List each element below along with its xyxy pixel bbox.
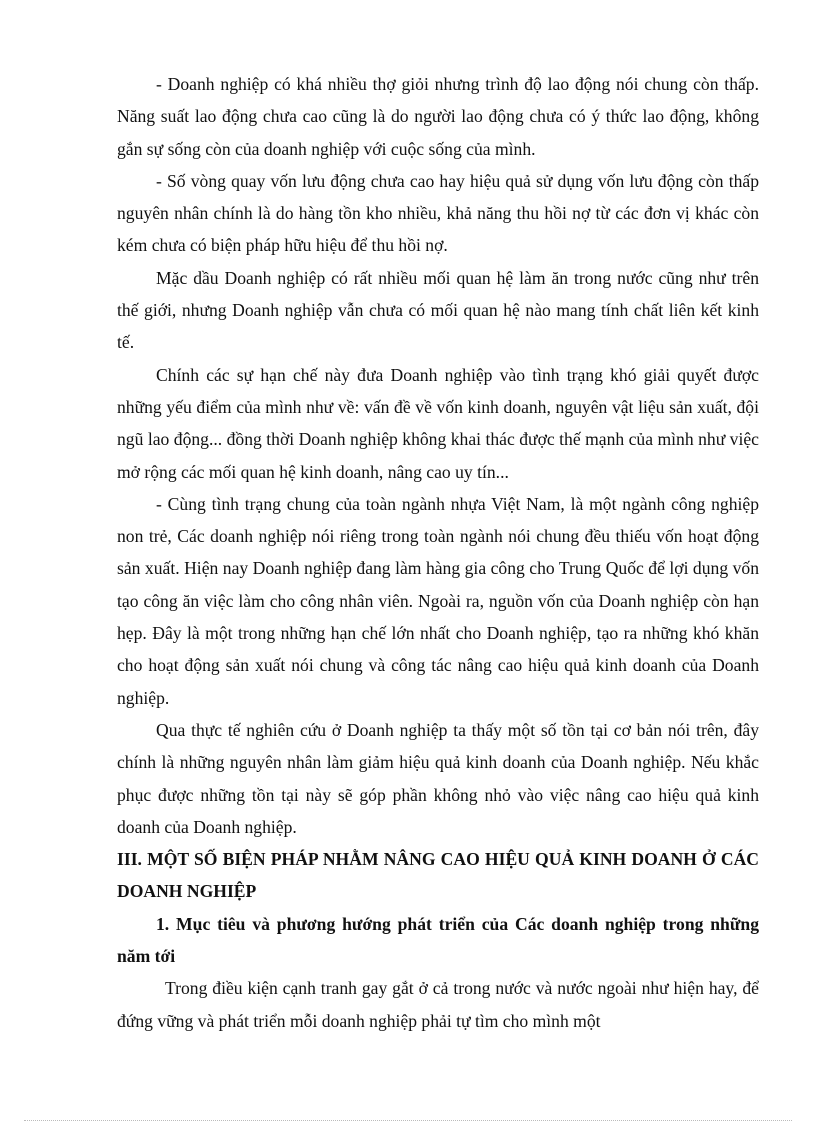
paragraph-business-relations: Mặc dầu Doanh nghiệp có rất nhiều mối quan hệ làm ăn trong nước cũng như trên thế giới, nhưng Doanh nghiệp vẫn chưa có mối quan hệ nào mang tính chất liên kết kinh tế. — [117, 267, 759, 353]
paragraph-competition: Trong điều kiện cạnh tranh gay gắt ở cả trong nước và nước ngoài như hiện hay, để đứng vững và phát triển mỗi doanh nghiệp phải tự tìm cho mình một — [117, 978, 759, 1031]
section-heading: III. MỘT SỐ BIỆN PHÁP NHẰM NÂNG CAO HIỆU QUẢ KINH DOANH Ở CÁC DOANH NGHIỆP — [117, 849, 759, 902]
subsection-heading: 1. Mục tiêu và phương hướng phát triển của Các doanh nghiệp trong những năm tới — [117, 913, 759, 967]
document-page — [117, 68, 759, 1037]
paragraph-plastics-industry: - Cùng tình trạng chung của toàn ngành nhựa Việt Nam, là một ngành công nghiệp non trẻ, Các doanh nghiệp nói riêng trong toàn ngành nói chung đều thiếu vốn hoạt động sản xuất. Hiện nay Doanh nghiệp đang làm hàng gia công cho Trung Quốc để lợi dụng vốn tạo công ăn việc làm cho công nhân viên. Ngoài ra, nguồn vốn của Doanh nghiệp còn hạn hẹp. Đây là một trong những hạn chế lớn nhất cho Doanh nghiệp, tạo ra những khó khăn cho hoạt động sản xuất nói chung và công tác nâng cao hiệu quả kinh doanh của Doanh nghiệp. — [117, 493, 759, 708]
paragraph-limitations: Chính các sự hạn chế này đưa Doanh nghiệp vào tình trạng khó giải quyết được những yếu điểm của mình như về: vấn đề về vốn kinh doanh, nguyên vật liệu sản xuất, đội ngũ lao động... đồng thời Doanh nghiệp không khai thác được thế mạnh của mình như việc mở rộng các mối quan hệ kinh doanh, nâng cao uy tín... — [117, 364, 759, 482]
paragraph-labor-skills: - Doanh nghiệp có khá nhiều thợ giỏi nhưng trình độ lao động nói chung còn thấp. Năng suất lao động chưa cao cũng là do người lao động chưa có ý thức lao động, không gắn sự sống còn của doanh nghiệp với cuộc sống của mình. — [117, 74, 759, 159]
paragraph-conclusion: Qua thực tế nghiên cứu ở Doanh nghiệp ta thấy một số tồn tại cơ bản nói trên, đây chính là những nguyên nhân làm giảm hiệu quả kinh doanh của Doanh nghiệp. Nếu khắc phục được những tồn tại này sẽ góp phần không nhỏ vào việc nâng cao hiệu quả kinh doanh của Doanh nghiệp. — [117, 719, 759, 837]
page-bottom-divider — [24, 1120, 792, 1121]
paragraph-working-capital: - Số vòng quay vốn lưu động chưa cao hay hiệu quả sử dụng vốn lưu động còn thấp nguyên nhân chính là do hàng tồn kho nhiều, khả năng thu hồi nợ từ các đơn vị khác còn kém chưa có biện pháp hữu hiệu để thu hồi nợ. — [117, 170, 759, 256]
